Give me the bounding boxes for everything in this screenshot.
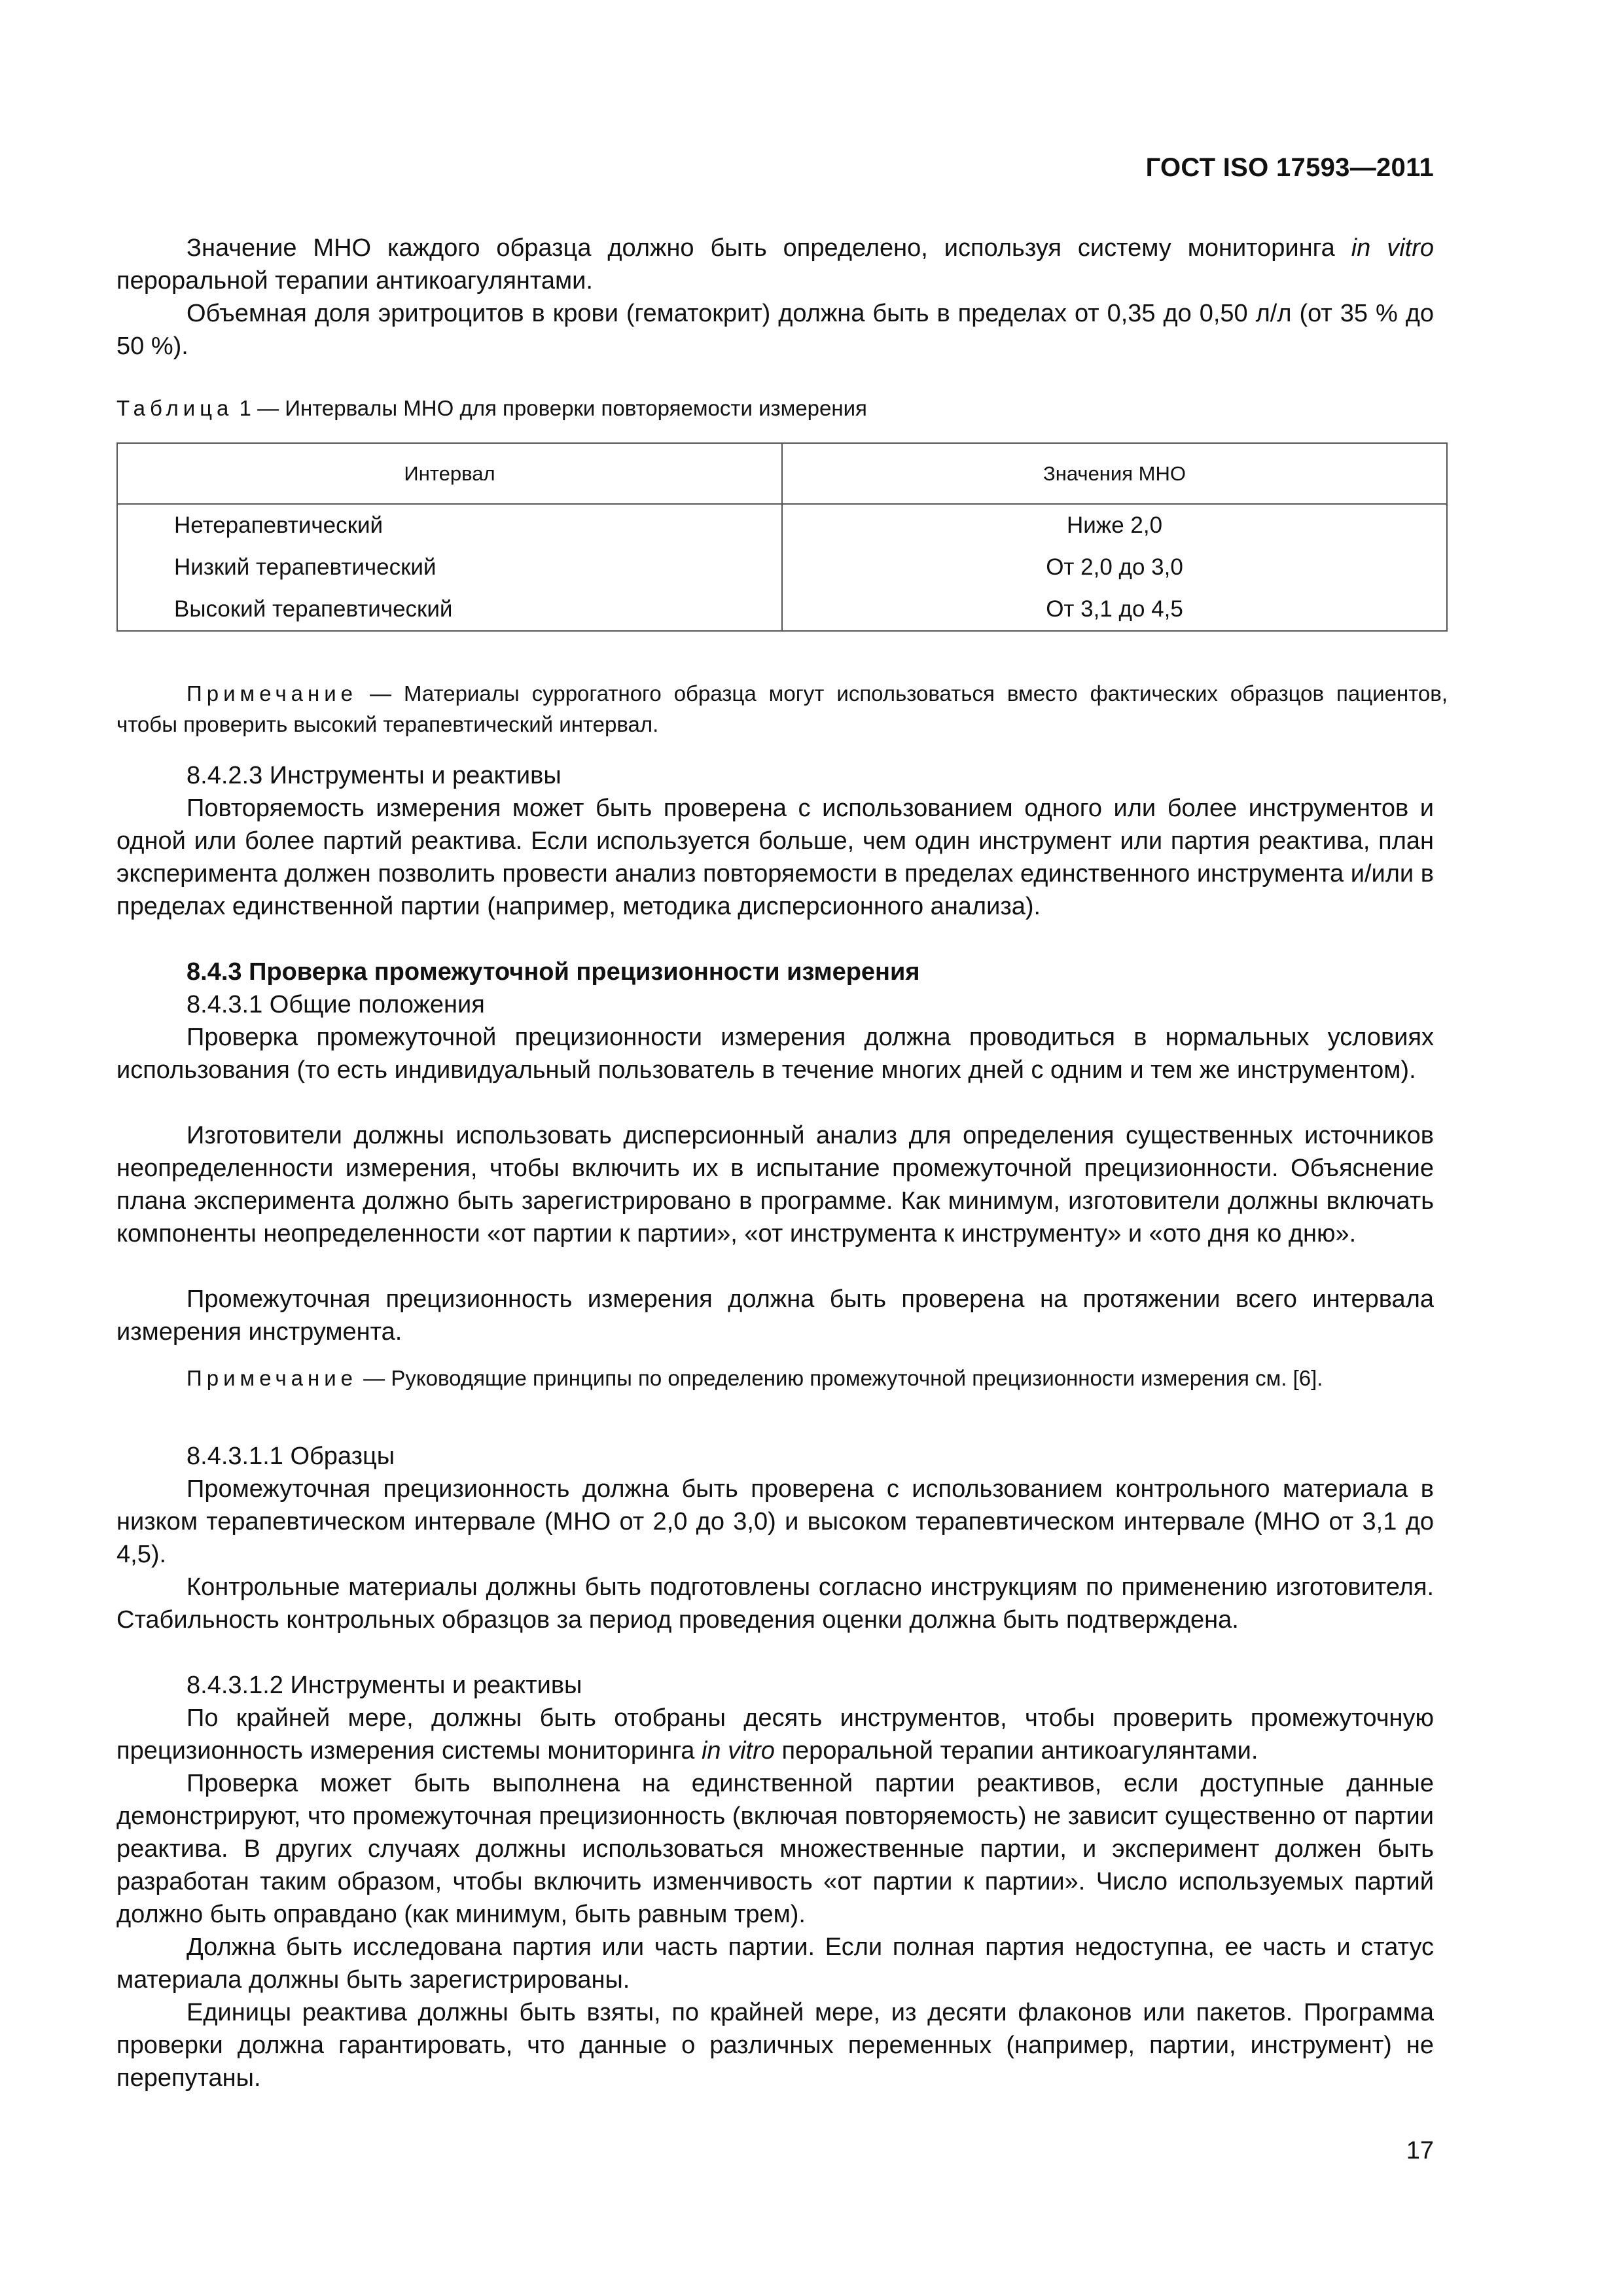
table-cell: Низкий терапевтический [117, 547, 782, 588]
note [116, 678, 1448, 740]
italic-term: in vitro [701, 1737, 775, 1765]
text-run: пероральной терапии антикоагулянтами. [116, 267, 593, 295]
table-row [117, 547, 1447, 588]
table-caption [116, 393, 867, 423]
text-run: По крайней мере, должны быть отобраны десять инструментов, чтобы проверить промежуточную прецизионность измерения системы мониторинга [116, 1704, 1434, 1765]
section-heading: 8.4.2.3 Инструменты и реактивы [187, 762, 562, 789]
paragraph: Контрольные материалы должны быть подготовлены согласно инструкциям по применению изготовителя. Стабильность контрольных образцов за период проведения оценки должна быть подтверждена. [116, 1573, 1434, 1634]
table-cell: От 2,0 до 3,0 [782, 547, 1447, 588]
table-header-row [117, 443, 1447, 504]
paragraph: Должна быть исследована партия или часть партии. Если полная партия недоступна, ее часть и статус материала должны быть зарегистрированы. [116, 1933, 1434, 1994]
table-cell: Нетерапевтический [117, 504, 782, 547]
note [116, 1363, 1448, 1393]
paragraph: Проверка может быть выполнена на единственной партии реактивов, если доступные данные демонстрируют, что промежуточная прецизионность (включая повторяемость) не зависит существенно от партии реактива. В других случаях должны использоваться множественные партии, и эксперимент должен быть разработан таким образом, чтобы включить изменчивость «от партии к партии». Число используемых партий должно быть оправдано (как минимум, быть равным трем). [116, 1770, 1434, 1928]
paragraph: Изготовители должны использовать дисперсионный анализ для определения существенных источников неопределенности измерения, чтобы включить их в испытание промежуточной прецизионности. Объяснение плана эксперимента должно быть зарегистрировано в программе. Как минимум, изготовители должны включать компоненты неопределенности «от партии к партии», «от инструмента к инструменту» и «ото дня ко дню». [116, 1122, 1434, 1247]
paragraph: Повторяемость измерения может быть проверена с использованием одного или более инструментов и одной или более партий реактива. Если используется больше, чем один инструмент или партия реактива, план эксперимента должен позволить провести анализ повторяемости в пределах единственного инструмента и/или в пределах единственной партии (например, методика дисперсионного анализа). [116, 795, 1434, 920]
italic-term: in vitro [1351, 234, 1434, 262]
table-row [117, 588, 1447, 631]
page-number: 17 [1406, 2137, 1434, 2164]
table-cell: Ниже 2,0 [782, 504, 1447, 547]
note-label: Примечание [187, 681, 358, 706]
paragraph: Промежуточная прецизионность измерения должна быть проверена на протяжении всего интервала измерения инструмента. [116, 1285, 1434, 1346]
text-run: пероральной терапии антикоагулянтами. [774, 1737, 1258, 1765]
column-header: Значения МНО [782, 443, 1447, 504]
column-header: Интервал [117, 443, 782, 504]
table-row [117, 504, 1447, 547]
note-text: — Материалы суррогатного образца могут использоваться вместо фактических образцов пациентов, чтобы проверить высокий терапевтический интервал. [116, 681, 1448, 736]
caption-text: 1 — Интервалы МНО для проверки повторяемости измерения [233, 396, 867, 420]
paragraph: Промежуточная прецизионность должна быть проверена с использованием контрольного материала в низком терапевтическом интервале (МНО от 2,0 до 3,0) и высоком терапевтическом интервале (МНО от 3,1 до 4,5). [116, 1475, 1434, 1568]
section-heading: 8.4.3.1.1 Образцы [187, 1443, 395, 1470]
note-label: Примечание [187, 1366, 358, 1390]
paragraph [116, 1702, 1434, 1767]
paragraph [116, 232, 1434, 297]
section-heading: 8.4.3.1.2 Инструменты и реактивы [187, 1672, 582, 1699]
table-cell: От 3,1 до 4,5 [782, 588, 1447, 631]
document-header: ГОСТ ISO 17593—2011 [1145, 153, 1434, 182]
paragraph: Объемная доля эритроцитов в крови (гематокрит) должна быть в пределах от 0,35 до 0,50 л/л (от 35 % до 50 %). [116, 300, 1434, 360]
paragraph: Единицы реактива должны быть взяты, по крайней мере, из десяти флаконов или пакетов. Программа проверки должна гарантировать, что данные о различных переменных (например, партии, инструмент) не перепутаны. [116, 1999, 1434, 2092]
paragraph: Проверка промежуточной прецизионности измерения должна проводиться в нормальных условиях использования (то есть индивидуальный пользователь в течение многих дней с одним и тем же инструментом). [116, 1024, 1434, 1084]
table-cell: Высокий терапевтический [117, 588, 782, 631]
text-run: Значение МНО каждого образца должно быть определено, используя систему мониторинга [187, 234, 1351, 262]
section-heading: 8.4.3.1 Общие положения [187, 991, 485, 1018]
caption-label: Таблица [116, 396, 234, 420]
note-text: — Руководящие принципы по определению промежуточной прецизионности измерения см. [6]. [357, 1366, 1323, 1390]
inr-intervals-table [116, 442, 1448, 632]
section-heading: 8.4.3 Проверка промежуточной прецизионности измерения [187, 958, 920, 986]
